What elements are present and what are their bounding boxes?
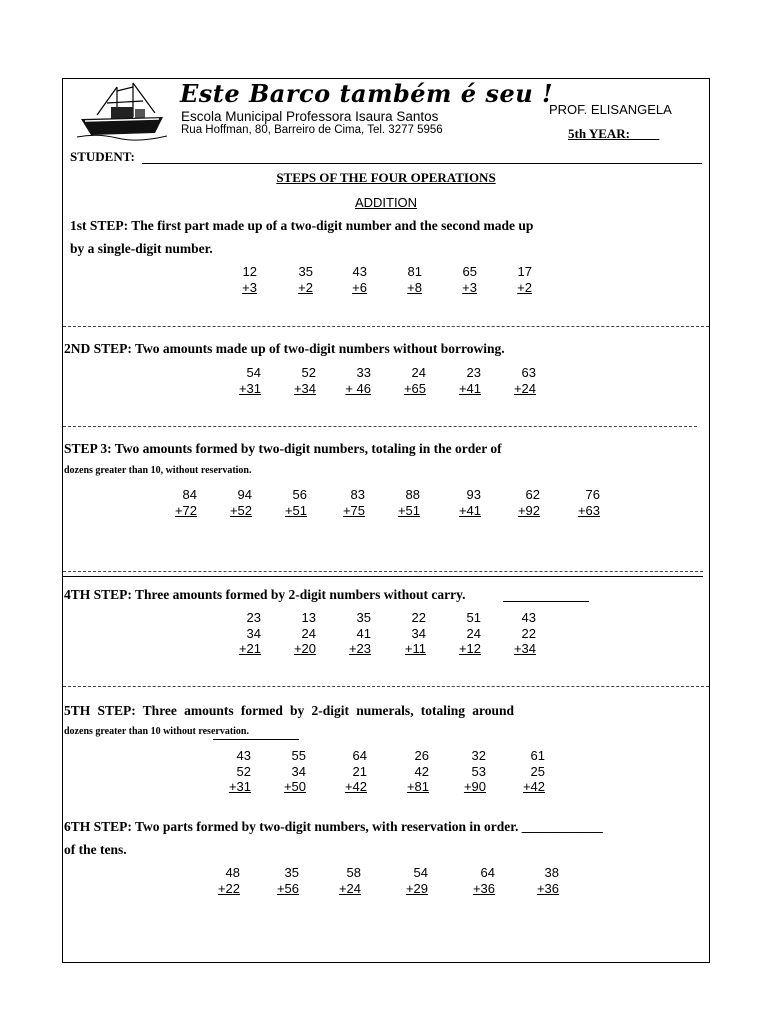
section-divider <box>63 571 703 572</box>
problem: 22 34 +11 <box>404 610 426 656</box>
problem: 35 41 +23 <box>348 610 371 656</box>
problem: 35 +56 <box>276 865 299 896</box>
problem: 32 53 +90 <box>463 748 486 794</box>
problem: 93 +41 <box>458 487 481 518</box>
problem: 35 +2 <box>298 264 313 295</box>
problem: 56 +51 <box>284 487 307 518</box>
page-subtitle: ADDITION <box>354 195 418 210</box>
problem: 94 +52 <box>229 487 252 518</box>
step-4-text: 4TH STEP: Three amounts formed by 2-digit numbers without carry. <box>64 587 466 602</box>
problem: 81 +8 <box>407 264 422 295</box>
problem: 43 52 +31 <box>228 748 251 794</box>
step-6-text-cont: of the tens. <box>64 842 127 857</box>
problem: 48 +22 <box>217 865 240 896</box>
problem: 52 +34 <box>293 365 316 396</box>
page-title: STEPS OF THE FOUR OPERATIONS <box>276 170 496 185</box>
problem: 12 +3 <box>242 264 257 295</box>
problem: 13 24 +20 <box>293 610 316 656</box>
answer-line[interactable] <box>213 739 299 740</box>
problem: 64 21 +42 <box>344 748 367 794</box>
answer-line[interactable] <box>503 601 589 602</box>
problem: 83 +75 <box>342 487 365 518</box>
problem: 54 +29 <box>405 865 428 896</box>
problem: 51 24 +12 <box>458 610 481 656</box>
problem: 38 +36 <box>536 865 559 896</box>
step-2-text: 2ND STEP: Two amounts made up of two-digit numbers without borrowing. <box>64 341 505 356</box>
problem: 33 + 46 <box>345 365 371 396</box>
problem: 23 34 +21 <box>238 610 261 656</box>
problem: 65 +3 <box>462 264 477 295</box>
step-3-text-cont: dozens greater than 10, without reservation. <box>64 465 252 476</box>
problem: 23 +41 <box>458 365 481 396</box>
problem: 63 +24 <box>513 365 536 396</box>
worksheet <box>62 78 710 963</box>
section-divider <box>63 686 709 687</box>
problem: 26 42 +81 <box>406 748 429 794</box>
problem: 64 +36 <box>472 865 495 896</box>
problem: 54 +31 <box>238 365 261 396</box>
problem: 43 22 +34 <box>513 610 536 656</box>
problem: 88 +51 <box>397 487 420 518</box>
step-5-text: 5TH STEP: Three amounts formed by 2-digit numerals, totaling around <box>64 703 514 718</box>
school-address: Rua Hoffman, 80, Barreiro de Cima, Tel. 3277 5956 <box>181 124 443 136</box>
problem: 58 +24 <box>338 865 361 896</box>
problem: 62 +92 <box>517 487 540 518</box>
year-label: 5th YEAR: ____ <box>568 126 660 141</box>
step-3-text: STEP 3: Two amounts formed by two-digit numbers, totaling in the order of <box>64 441 502 456</box>
school-name: Escola Municipal Professora Isaura Santos <box>181 109 439 124</box>
problem: 24 +65 <box>403 365 426 396</box>
student-name-line[interactable] <box>142 163 702 164</box>
problem: 84 +72 <box>174 487 197 518</box>
step-1-text: 1st STEP: The first part made up of a two-digit number and the second made up <box>70 218 534 233</box>
problem: 76 +63 <box>577 487 600 518</box>
header-title: Este Barco também é seu ! <box>180 79 554 108</box>
step-5-text-cont: dozens greater than 10 without reservation. <box>64 726 249 737</box>
student-label: STUDENT: <box>70 149 135 164</box>
section-divider <box>63 326 709 327</box>
step-1-text-cont: by a single-digit number. <box>70 241 213 256</box>
teacher-name: PROF. ELISANGELA <box>549 102 672 117</box>
problem: 17 +2 <box>517 264 532 295</box>
section-divider-solid <box>63 576 703 577</box>
step-6-text: 6TH STEP: Two parts formed by two-digit numbers, with reservation in order. ____________ <box>64 819 603 834</box>
section-divider <box>63 426 697 427</box>
problem: 43 +6 <box>352 264 367 295</box>
problem: 55 34 +50 <box>283 748 306 794</box>
problem: 61 25 +42 <box>522 748 545 794</box>
boat-logo-icon <box>77 81 167 143</box>
